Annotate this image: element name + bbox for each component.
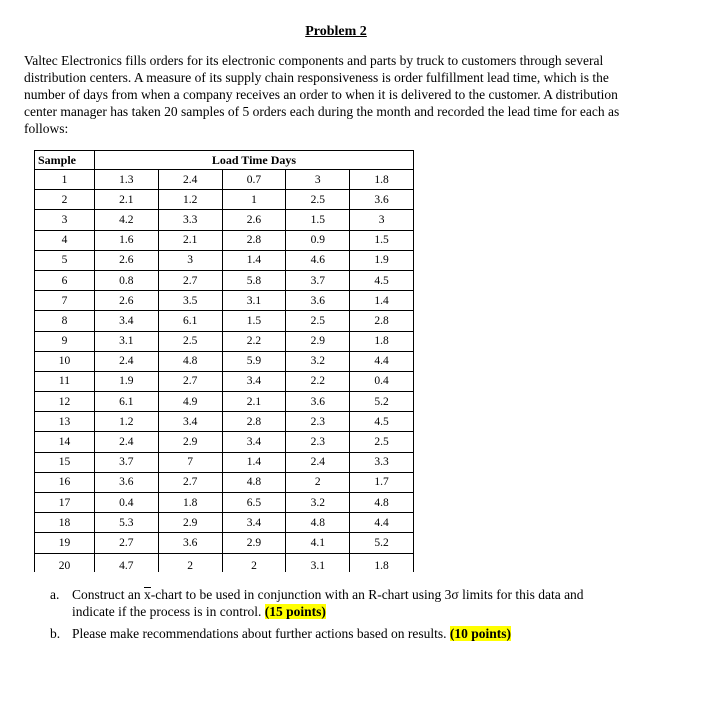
lead-time-cell: 0.9 [286,230,350,250]
lead-time-cell: 4.8 [286,513,350,533]
sample-number-cell: 17 [35,493,95,513]
sample-number-cell: 15 [35,452,95,472]
description-line-4: center manager has taken 20 samples of 5 orders each during the month and recorded the lead time for each as [24,104,620,119]
lead-time-cell: 3.4 [222,371,286,391]
lead-time-cell: 3.1 [222,291,286,311]
question-a [50,586,670,620]
sample-number-cell: 1 [35,170,95,190]
table-row [35,452,414,472]
lead-time-cell: 0.8 [94,270,158,290]
lead-time-cell: 2 [158,553,222,572]
lead-time-cell: 2.5 [158,331,222,351]
lead-time-cell: 6.1 [94,392,158,412]
lead-time-cell: 2.5 [286,190,350,210]
lead-time-cell: 3.7 [286,270,350,290]
sample-number-cell: 16 [35,472,95,492]
table-row [35,170,414,190]
lead-time-cell: 2.4 [286,452,350,472]
lead-time-cell: 0.4 [94,493,158,513]
lead-time-cell: 2.9 [222,533,286,553]
lead-time-cell: 2.2 [222,331,286,351]
lead-time-cell: 3.4 [158,412,222,432]
table-row [35,493,414,513]
lead-time-cell: 2 [222,553,286,572]
table-row [35,392,414,412]
lead-time-cell: 1.2 [94,412,158,432]
table-row [35,513,414,533]
question-a-text-start: Construct an [72,587,144,602]
lead-time-cell: 2.4 [94,432,158,452]
lead-time-cell: 5.2 [350,392,414,412]
lead-time-cell: 3.5 [158,291,222,311]
lead-time-cell: 5.9 [222,351,286,371]
lead-time-cell: 2.6 [94,291,158,311]
lead-time-cell: 4.2 [94,210,158,230]
lead-time-cell: 2.3 [286,412,350,432]
lead-time-cell: 1.8 [350,170,414,190]
sample-number-cell: 6 [35,270,95,290]
question-b-text [72,625,670,642]
lead-time-cell: 1.2 [158,190,222,210]
description-line-3: number of days from when a company receives an order to when it is delivered to the customer. A distribution [24,87,618,102]
lead-time-cell: 3.4 [222,513,286,533]
lead-time-cell: 2.4 [94,351,158,371]
lead-time-cell: 1.4 [350,291,414,311]
lead-time-cell: 1.3 [94,170,158,190]
lead-time-cell: 1.9 [350,250,414,270]
lead-time-cell: 2.7 [158,270,222,290]
lead-time-cell: 7 [158,452,222,472]
lead-time-cell: 1 [222,190,286,210]
table-row [35,371,414,391]
lead-time-cell: 1.4 [222,452,286,472]
sample-number-cell: 9 [35,331,95,351]
lead-time-cell: 4.9 [158,392,222,412]
lead-time-cell: 2.7 [158,371,222,391]
lead-time-cell: 1.5 [222,311,286,331]
sample-number-cell: 12 [35,392,95,412]
lead-time-cell: 2.8 [222,230,286,250]
table-row [35,533,414,553]
lead-time-cell: 3.2 [286,493,350,513]
lead-time-cell: 2.7 [94,533,158,553]
lead-time-cell: 6.1 [158,311,222,331]
lead-time-cell: 2.4 [158,170,222,190]
sample-number-cell: 5 [35,250,95,270]
lead-time-cell: 2.8 [222,412,286,432]
lead-time-cell: 4.8 [222,472,286,492]
lead-time-cell: 2.3 [286,432,350,452]
lead-time-cell: 4.4 [350,513,414,533]
description-line-1: Valtec Electronics fills orders for its electronic components and parts by truck to customers through several [24,53,604,68]
question-b-points: (10 points) [449,626,512,641]
lead-time-cell: 2.9 [286,331,350,351]
question-a-text-end: indicate if the process is in control. [72,604,265,619]
lead-time-cell: 3.4 [94,311,158,331]
lead-time-cell: 3.2 [286,351,350,371]
table-row [35,291,414,311]
lead-time-cell: 2.5 [350,432,414,452]
lead-time-cell: 3.6 [94,472,158,492]
lead-time-cell: 3.6 [286,291,350,311]
lead-time-cell: 3.6 [286,392,350,412]
lead-time-cell: 2.5 [286,311,350,331]
lead-time-cell: 6.5 [222,493,286,513]
lead-time-cell: 1.8 [158,493,222,513]
lead-time-cell: 2.6 [94,250,158,270]
question-a-text-mid: -chart to be used in conjunction with an R-chart using 3σ limits for this data and [150,587,584,602]
description-line-5: follows: [24,121,69,136]
lead-time-cell: 1.8 [350,331,414,351]
lead-time-cell: 3.6 [350,190,414,210]
table-body [35,170,414,572]
questions-list [50,586,670,647]
sample-number-cell: 8 [35,311,95,331]
lead-time-cell: 2.8 [350,311,414,331]
lead-time-cell: 5.3 [94,513,158,533]
lead-time-cell: 1.5 [286,210,350,230]
lead-time-cell: 2.1 [94,190,158,210]
problem-description [24,52,654,137]
table-row [35,210,414,230]
lead-time-cell: 3.4 [222,432,286,452]
question-b-letter: b. [50,626,61,641]
table-row [35,553,414,572]
sample-number-cell: 18 [35,513,95,533]
table-row [35,472,414,492]
lead-time-cell: 1.4 [222,250,286,270]
table-row [35,331,414,351]
sample-number-cell: 2 [35,190,95,210]
table-row [35,250,414,270]
sample-column-header: Sample [35,151,95,170]
lead-time-cell: 5.2 [350,533,414,553]
lead-time-cell: 4.6 [286,250,350,270]
lead-time-cell: 3.1 [94,331,158,351]
sample-number-cell: 14 [35,432,95,452]
table-row [35,432,414,452]
sample-number-cell: 13 [35,412,95,432]
table-header-row [35,151,414,170]
sample-number-cell: 11 [35,371,95,391]
lead-time-cell: 0.7 [222,170,286,190]
lead-time-cell: 4.4 [350,351,414,371]
x-bar-symbol: x [144,587,151,602]
problem-title: Problem 2 [305,24,367,39]
question-a-text [72,586,670,620]
question-b [50,625,670,642]
lead-time-cell: 4.5 [350,270,414,290]
lead-time-cell: 3.1 [286,553,350,572]
lead-time-cell: 4.8 [350,493,414,513]
question-a-letter: a. [50,587,60,602]
lead-time-cell: 1.7 [350,472,414,492]
lead-time-cell: 1.5 [350,230,414,250]
lead-time-cell: 3 [286,170,350,190]
table-row [35,311,414,331]
sample-number-cell: 7 [35,291,95,311]
lead-time-cell: 2.9 [158,513,222,533]
lead-time-cell: 2.7 [158,472,222,492]
lead-time-table [34,150,414,572]
table-row [35,412,414,432]
lead-time-cell: 4.8 [158,351,222,371]
description-line-2: distribution centers. A measure of its supply chain responsiveness is order fulfillment lead time, which is the [24,70,609,85]
lead-time-cell: 0.4 [350,371,414,391]
sample-number-cell: 4 [35,230,95,250]
table-row [35,230,414,250]
table-row [35,351,414,371]
question-a-points: (15 points) [264,604,326,619]
table-row [35,190,414,210]
lead-time-cell: 1.6 [94,230,158,250]
lead-time-cell: 1.8 [350,553,414,572]
sample-number-cell: 3 [35,210,95,230]
table-row [35,270,414,290]
lead-time-cell: 4.5 [350,412,414,432]
lead-time-cell: 2.9 [158,432,222,452]
lead-time-cell: 2.1 [158,230,222,250]
lead-time-cell: 4.1 [286,533,350,553]
lead-time-cell: 3.6 [158,533,222,553]
sample-number-cell: 20 [35,553,95,572]
lead-time-cell: 3 [350,210,414,230]
lead-time-cell: 3 [158,250,222,270]
lead-time-cell: 3.7 [94,452,158,472]
lead-time-cell: 1.9 [94,371,158,391]
lead-time-cell: 3.3 [350,452,414,472]
lead-time-cell: 4.7 [94,553,158,572]
sample-number-cell: 10 [35,351,95,371]
lead-time-cell: 2 [286,472,350,492]
question-b-text-main: Please make recommendations about further actions based on results. [72,626,450,641]
load-time-column-header: Load Time Days [94,151,413,170]
lead-time-cell: 2.1 [222,392,286,412]
lead-time-cell: 3.3 [158,210,222,230]
lead-time-cell: 2.6 [222,210,286,230]
lead-time-cell: 5.8 [222,270,286,290]
lead-time-cell: 2.2 [286,371,350,391]
sample-number-cell: 19 [35,533,95,553]
